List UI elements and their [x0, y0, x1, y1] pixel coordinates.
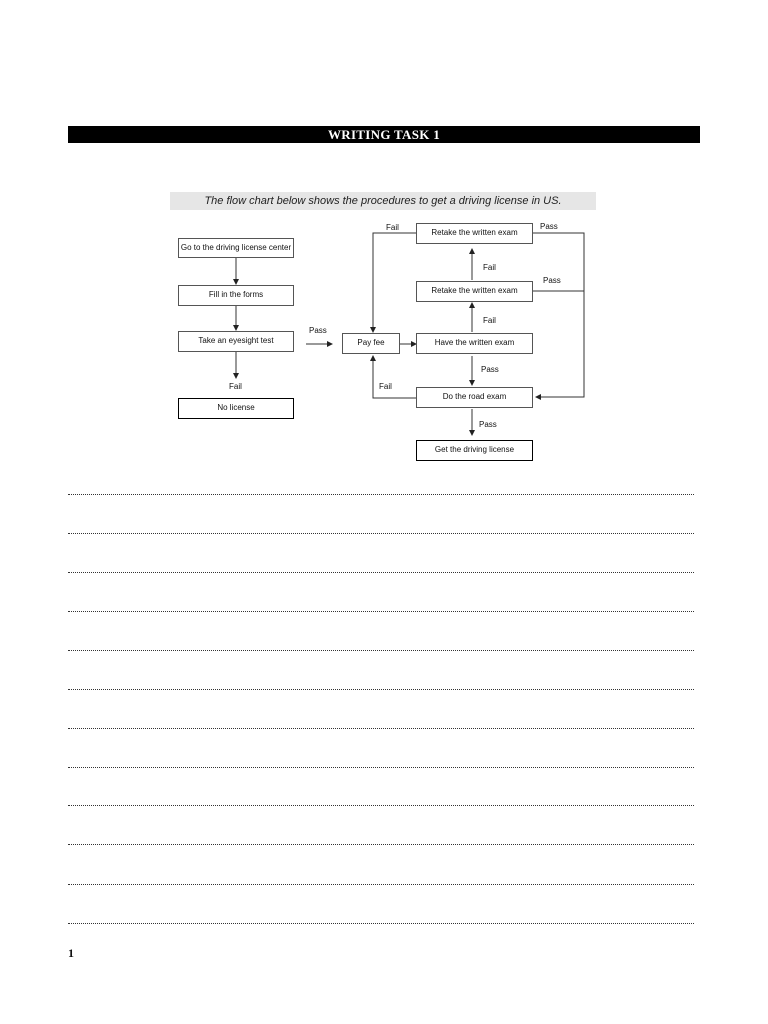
label-eyesight-pass: Pass [309, 326, 327, 335]
page-title: WRITING TASK 1 [68, 126, 700, 143]
node-pay-fee: Pay fee [342, 333, 400, 354]
edge-road-fail [373, 356, 416, 398]
label-retake2-pass: Pass [543, 276, 561, 285]
page-number: 1 [68, 946, 74, 960]
answer-line[interactable] [68, 923, 694, 924]
label-eyesight-fail: Fail [229, 382, 242, 391]
node-fill-forms: Fill in the forms [178, 285, 294, 306]
node-get-license: Get the driving license [416, 440, 533, 461]
flowchart [168, 190, 600, 462]
node-go-to-center: Go to the driving license center [178, 238, 294, 258]
node-retake-2: Retake the written exam [416, 281, 533, 302]
flowchart-connectors [168, 190, 600, 462]
node-road-exam: Do the road exam [416, 387, 533, 408]
node-no-license: No license [178, 398, 294, 419]
label-written-pass: Pass [481, 365, 499, 374]
flowchart-caption: The flow chart below shows the procedures to get a driving license in US. [170, 192, 596, 210]
node-retake-1: Retake the written exam [416, 223, 533, 244]
answer-line[interactable] [68, 805, 694, 806]
answer-line[interactable] [68, 884, 694, 885]
node-written-exam: Have the written exam [416, 333, 533, 354]
answer-line[interactable] [68, 767, 694, 768]
answer-line[interactable] [68, 533, 694, 534]
label-retake2-fail: Fail [483, 263, 496, 272]
answer-line[interactable] [68, 650, 694, 651]
label-road-fail: Fail [379, 382, 392, 391]
answer-line[interactable] [68, 689, 694, 690]
node-eyesight-test: Take an eyesight test [178, 331, 294, 352]
edge-retake1-pass [533, 233, 584, 397]
label-retake1-pass: Pass [540, 222, 558, 231]
answer-line[interactable] [68, 844, 694, 845]
answer-line[interactable] [68, 572, 694, 573]
label-road-pass: Pass [479, 420, 497, 429]
answer-line[interactable] [68, 611, 694, 612]
edge-retake1-fail [373, 233, 416, 332]
answer-line[interactable] [68, 728, 694, 729]
label-written-fail: Fail [483, 316, 496, 325]
answer-line[interactable] [68, 494, 694, 495]
label-retake1-fail: Fail [386, 223, 399, 232]
